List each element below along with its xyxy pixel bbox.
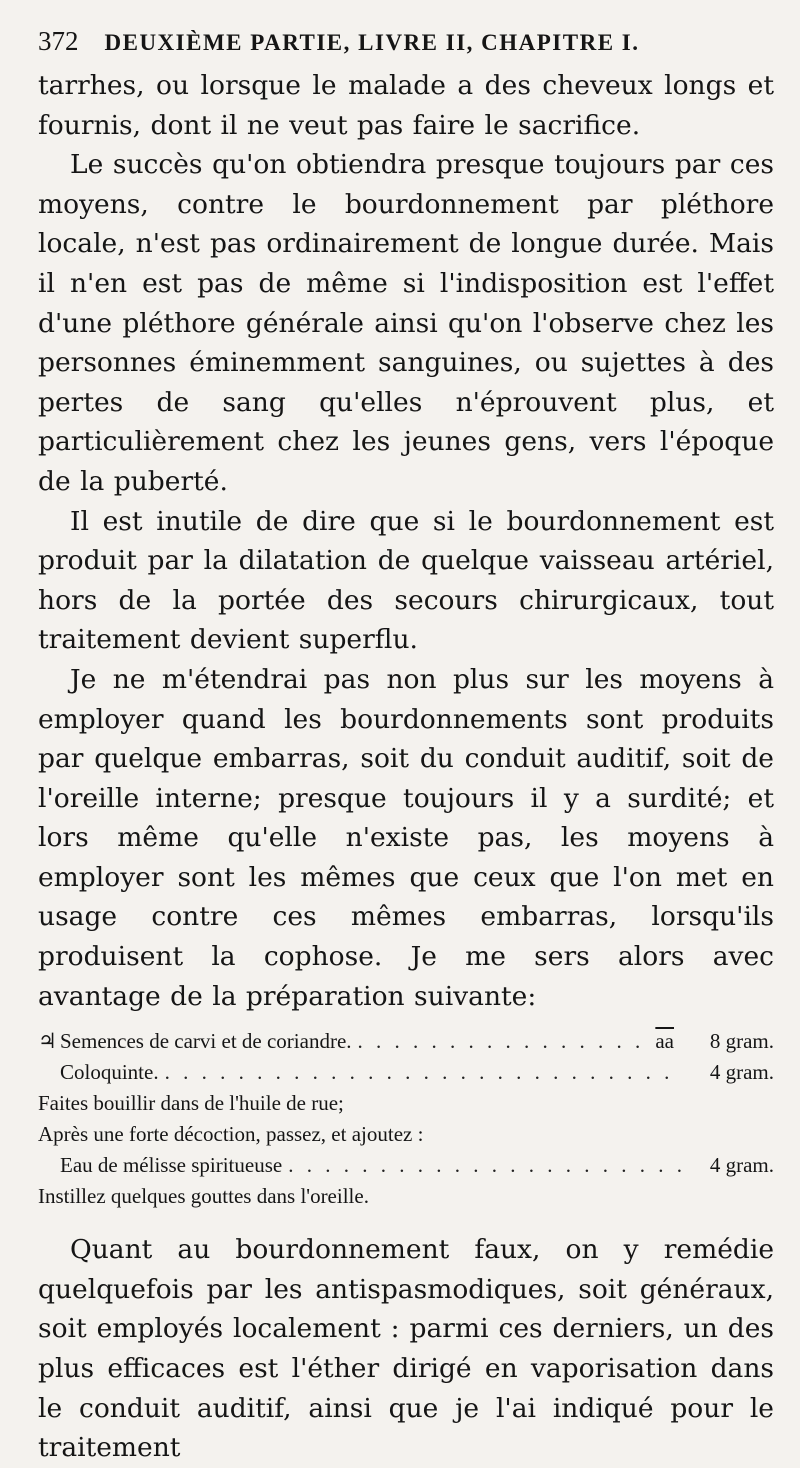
dot-leader bbox=[358, 1026, 650, 1057]
recipe-symbol: ♃ bbox=[38, 1029, 57, 1054]
recipe-instruction bbox=[38, 1181, 774, 1212]
recipe-ingredient bbox=[38, 1150, 774, 1181]
ingredient-quantity: 4 gram. bbox=[709, 1060, 774, 1085]
dot-leader bbox=[165, 1057, 682, 1088]
recipe-instruction bbox=[38, 1119, 774, 1150]
recipe-block bbox=[38, 1026, 774, 1212]
ingredient-quantity: 8 gram. bbox=[709, 1029, 774, 1054]
main-text bbox=[38, 66, 774, 1016]
instruction-text: Après une forte décoction, passez, et ajoutez : bbox=[38, 1122, 424, 1147]
instruction-text: Instillez quelques gouttes dans l'oreille. bbox=[38, 1184, 369, 1209]
ingredient-name: Coloquinte. bbox=[60, 1060, 159, 1085]
closing-text bbox=[38, 1230, 774, 1468]
paragraph: Je ne m'étendrai pas non plus sur les moyens à employer quand les bourdonnements sont produits par quelque embarras, soit du conduit auditif, soit de l'oreille interne; presque toujours il y a surdité; et lors même qu'elle n'existe pas, les moyens à employer sont les mêmes que ceux que l'on met en usage contre ces mêmes embarras, lorsqu'ils produisent la cophose. Je me sers alors avec avantage de la préparation suivante: bbox=[38, 663, 774, 1012]
paragraph: Il est inutile de dire que si le bourdonnement est produit par la dilatation de quelque vaisseau artériel, hors de la portée des secours chirurgicaux, tout traitement devient superflu. bbox=[38, 505, 774, 656]
paragraph-continuation: tarrhes, ou lorsque le malade a des cheveux longs et fournis, dont il ne veut pas faire le sacrifice. bbox=[38, 70, 774, 141]
recipe-instruction bbox=[38, 1088, 774, 1119]
dot-leader bbox=[288, 1150, 682, 1181]
running-title: DEUXIÈME PARTIE, LIVRE II, CHAPITRE I. bbox=[104, 30, 640, 55]
paragraph: Le succès qu'on obtiendra presque toujours par ces moyens, contre le bourdonnement par pléthore locale, n'est pas ordinairement de longue durée. Mais il n'en est pas de même si l'indisposition est l'effet d'une pléthore générale ainsi qu'on l'observe chez les personnes éminemment sanguines, ou sujettes à des pertes de sang qu'elles n'éprouvent plus, et particulièrement chez les jeunes gens, vers l'époque de la puberté. bbox=[38, 149, 774, 497]
ingredient-quantity: 4 gram. bbox=[709, 1153, 774, 1178]
ingredient-name: Eau de mélisse spiritueuse bbox=[60, 1153, 283, 1178]
ana-mark: $\overline{aa}$ bbox=[655, 1029, 674, 1054]
paragraph: Quant au bourdonnement faux, on y remédie quelquefois par les antispasmodiques, soit généraux, soit employés localement : parmi ces derniers, un des plus efficaces est l'éther dirigé en vaporisation dans le conduit auditif, ainsi que je l'ai indiqué pour le traitement bbox=[38, 1234, 774, 1464]
recipe-ingredient bbox=[38, 1026, 774, 1057]
instruction-text: Faites bouillir dans de l'huile de rue; bbox=[38, 1091, 344, 1116]
page-number: 372 bbox=[38, 26, 79, 56]
recipe-ingredient bbox=[38, 1057, 774, 1088]
page-header bbox=[38, 26, 774, 66]
ingredient-name: Semences de carvi et de coriandre. bbox=[60, 1029, 352, 1054]
